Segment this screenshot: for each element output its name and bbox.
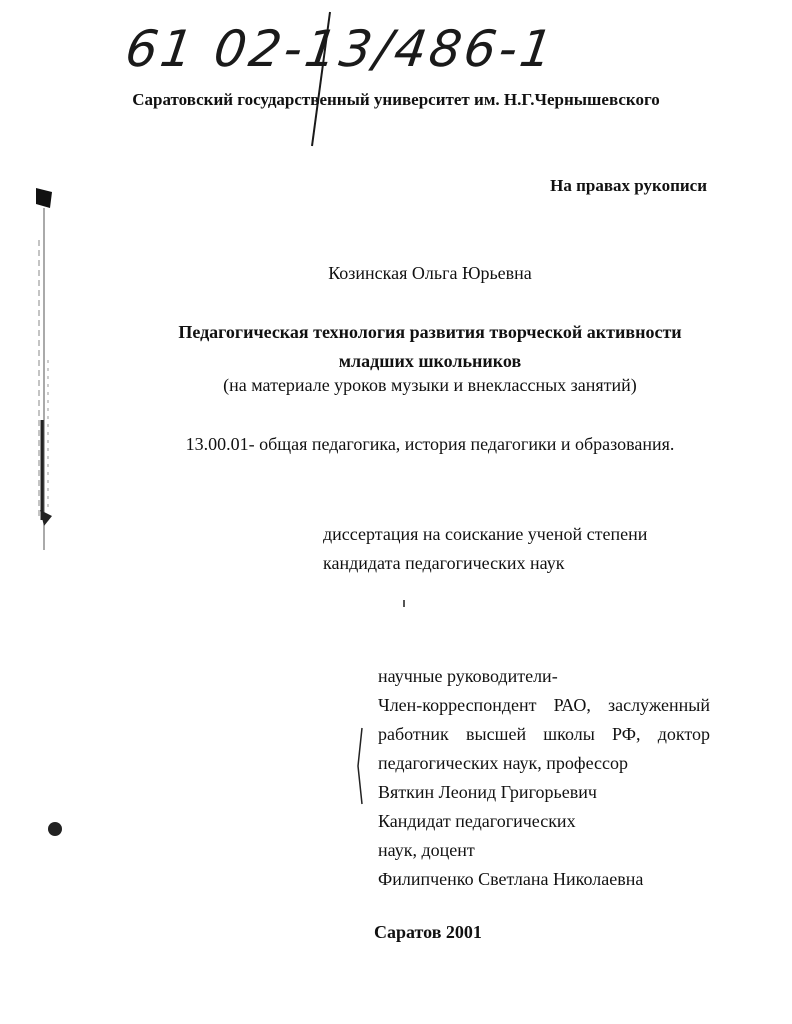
margin-bracket-mark	[350, 726, 370, 806]
dissertation-line-1: диссертация на соискание ученой степени	[323, 524, 648, 544]
supervisor-line: Вяткин Леонид Григорьевич	[378, 782, 597, 802]
supervisor-line: педагогических наук, профессор	[378, 753, 629, 773]
specialty-code: 13.00.01- общая педагогика, история педагогики и образования.	[185, 434, 675, 454]
thesis-title	[0, 318, 792, 376]
supervisor-line: Член-корреспондент РАО, заслуженный	[378, 695, 710, 715]
supervisor-line: Кандидат педагогических	[378, 811, 576, 831]
supervisors-heading: научные руководители-	[378, 666, 558, 686]
handwritten-number: 61 02-13/486-1	[121, 20, 560, 78]
thesis-title-line-1: Педагогическая технология развития творческой активности	[178, 322, 682, 342]
speck-mark	[403, 600, 405, 607]
dissertation-line-2: кандидата педагогических наук	[323, 553, 565, 573]
city-year: Саратов 2001	[374, 922, 482, 942]
thesis-subtitle: (на материале уроков музыки и внеклассных занятий)	[223, 375, 637, 395]
supervisor-line: наук, доцент	[378, 840, 475, 860]
supervisor-line: работник высшей школы РФ, доктор	[378, 724, 710, 744]
manuscript-rights: На правах рукописи	[550, 176, 707, 195]
dissertation-statement	[323, 520, 647, 578]
hole-punch-mark	[48, 822, 62, 836]
pen-stroke-icon	[300, 10, 340, 150]
author-name: Козинская Ольга Юрьевна	[328, 263, 532, 283]
supervisor-line: Филипченко Светлана Николаевна	[378, 869, 644, 889]
supervisors-block	[378, 662, 710, 894]
binding-edge-artifact	[22, 180, 62, 560]
university-name: Саратовский государственный университет им. Н.Г.Чернышевского	[132, 90, 660, 109]
thesis-title-line-2: младших школьников	[338, 351, 522, 371]
